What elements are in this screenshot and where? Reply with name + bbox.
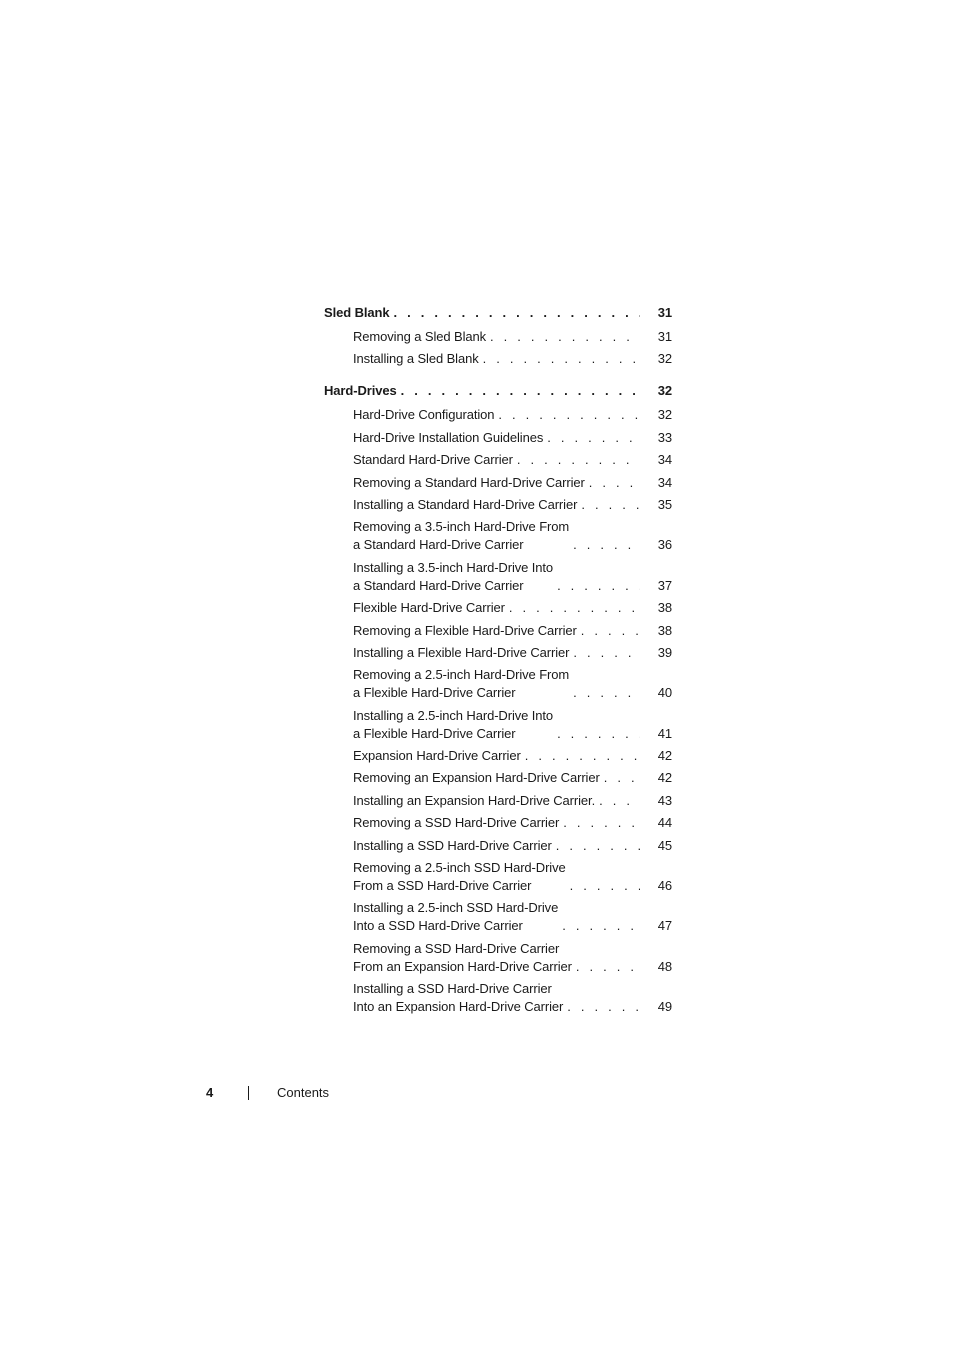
- toc-entry-line: Removing a Flexible Hard-Drive Carrier: [353, 622, 577, 638]
- toc-entry-line: Removing a 3.5-inch Hard-Drive From: [353, 519, 570, 535]
- toc-entry-title: [353, 474, 585, 492]
- toc-entry[interactable]: [324, 769, 672, 787]
- toc-entry-title: [353, 792, 595, 810]
- toc-title-wrap: [324, 304, 650, 322]
- toc-title-wrap: [353, 792, 650, 810]
- toc-entry-line: Removing a Standard Hard-Drive Carrier: [353, 474, 585, 490]
- toc-title-wrap: [353, 496, 650, 514]
- toc-entry-line: Removing a 2.5-inch SSD Hard-Drive: [353, 860, 566, 876]
- toc-entry[interactable]: [324, 451, 672, 469]
- dot-leader: [498, 406, 640, 424]
- footer-separator: [248, 1086, 249, 1100]
- toc-title-wrap: [353, 622, 650, 640]
- table-of-contents: [324, 304, 672, 1030]
- toc-entry[interactable]: [324, 644, 672, 662]
- toc-page-number: 47: [657, 918, 672, 934]
- toc-entry[interactable]: [324, 622, 672, 640]
- toc-entry-title: [353, 837, 552, 855]
- toc-entry-title: [353, 496, 577, 514]
- footer-section-label: Contents: [277, 1085, 330, 1100]
- toc-entry[interactable]: [324, 474, 672, 492]
- page-number: 4: [206, 1085, 214, 1100]
- toc-entry-title: [353, 451, 513, 469]
- toc-page-number: 35: [657, 496, 672, 512]
- toc-entry-line: a Standard Hard-Drive Carrier: [353, 537, 524, 553]
- toc-page-number: 46: [657, 878, 672, 894]
- toc-title-wrap: [353, 980, 650, 1016]
- toc-page-number: 31: [657, 329, 672, 344]
- dot-leader: [570, 877, 640, 895]
- toc-title-wrap: [353, 666, 650, 702]
- toc-title-wrap: [353, 406, 650, 424]
- toc-entry-line: Into a SSD Hard-Drive Carrier: [353, 918, 523, 934]
- toc-entry[interactable]: [324, 496, 672, 514]
- toc-entry-title: [353, 559, 553, 595]
- toc-entry[interactable]: [324, 350, 672, 368]
- toc-title-wrap: [353, 328, 650, 346]
- toc-entry[interactable]: [324, 980, 672, 1016]
- toc-entry-line: From an Expansion Hard-Drive Carrier: [353, 958, 572, 974]
- toc-entry-title: [353, 406, 494, 424]
- toc-page-number: 32: [657, 407, 672, 423]
- toc-title-wrap: [353, 707, 650, 743]
- toc-entry[interactable]: [324, 666, 672, 702]
- toc-section-title: Sled Blank: [324, 305, 390, 320]
- toc-title-wrap: [353, 814, 650, 832]
- toc-entry-line: Installing an Expansion Hard-Drive Carrier.: [353, 792, 596, 808]
- toc-entry-title: [353, 328, 486, 346]
- toc-page-number: 41: [657, 725, 672, 741]
- toc-entry[interactable]: [324, 899, 672, 935]
- toc-entry-line: Removing a 2.5-inch Hard-Drive From: [353, 667, 570, 683]
- toc-entry-title: [353, 599, 505, 617]
- toc-entry-line: Installing a Sled Blank: [353, 351, 479, 367]
- dot-leader: [599, 792, 640, 810]
- toc-entry-line: Standard Hard-Drive Carrier: [353, 452, 513, 468]
- toc-page-number: 34: [657, 474, 672, 490]
- toc-entry[interactable]: [324, 707, 672, 743]
- toc-entry[interactable]: [324, 559, 672, 595]
- toc-title-wrap: [353, 940, 650, 976]
- toc-page-number: 48: [657, 958, 672, 974]
- toc-page-number: 39: [657, 644, 672, 660]
- dot-leader: [581, 496, 640, 514]
- toc-entry[interactable]: [324, 814, 672, 832]
- toc-page-number: 31: [657, 305, 672, 320]
- toc-entry-title: [353, 666, 569, 702]
- toc-entry-title: [353, 769, 600, 787]
- toc-entry-title: [353, 350, 479, 368]
- toc-entry-line: Installing a 3.5-inch Hard-Drive Into: [353, 559, 554, 575]
- toc-title-wrap: [353, 559, 650, 595]
- toc-entry[interactable]: [324, 429, 672, 447]
- dot-leader: [525, 747, 640, 765]
- toc-entry-line: a Standard Hard-Drive Carrier: [353, 577, 524, 593]
- dot-leader: [604, 769, 640, 787]
- dot-leader: [393, 304, 640, 322]
- toc-page-number: 42: [657, 770, 672, 786]
- dot-leader: [401, 382, 640, 400]
- toc-entry-line: a Flexible Hard-Drive Carrier: [353, 725, 516, 741]
- toc-title-wrap: [353, 350, 650, 368]
- dot-leader: [576, 958, 640, 976]
- toc-entry-line: Flexible Hard-Drive Carrier: [353, 600, 505, 616]
- dot-leader: [581, 622, 640, 640]
- toc-entry-line: Installing a Standard Hard-Drive Carrier: [353, 496, 578, 512]
- toc-entry[interactable]: [324, 859, 672, 895]
- dot-leader: [517, 451, 640, 469]
- dot-leader: [573, 536, 640, 554]
- dot-leader: [490, 328, 640, 346]
- toc-entry-line: Removing a SSD Hard-Drive Carrier: [353, 815, 560, 831]
- toc-entry-line: Expansion Hard-Drive Carrier: [353, 748, 521, 764]
- toc-page-number: 40: [657, 685, 672, 701]
- toc-entry-title: [353, 707, 553, 743]
- dot-leader: [509, 599, 640, 617]
- toc-page-number: 45: [657, 837, 672, 853]
- toc-page-number: 33: [657, 429, 672, 445]
- toc-section: [324, 304, 672, 368]
- toc-title-wrap: [353, 747, 650, 765]
- dot-leader: [573, 684, 640, 702]
- dot-leader: [483, 350, 640, 368]
- toc-title-wrap: [353, 599, 650, 617]
- toc-entry[interactable]: [324, 406, 672, 424]
- toc-page-number: 38: [657, 622, 672, 638]
- toc-section: [324, 382, 672, 1016]
- dot-leader: [573, 644, 640, 662]
- toc-entry-line: From a SSD Hard-Drive Carrier: [353, 878, 532, 894]
- toc-page-number: 44: [657, 815, 672, 831]
- toc-page-number: 43: [657, 792, 672, 808]
- toc-title-wrap: [353, 474, 650, 492]
- toc-entry[interactable]: [324, 747, 672, 765]
- dot-leader: [567, 998, 640, 1016]
- toc-entry-line: Installing a SSD Hard-Drive Carrier: [353, 981, 552, 997]
- toc-title-wrap: [353, 429, 650, 447]
- toc-entry[interactable]: [324, 940, 672, 976]
- toc-title-wrap: [353, 451, 650, 469]
- toc-entry-title: [353, 644, 569, 662]
- toc-title-wrap: [353, 899, 650, 935]
- toc-entry[interactable]: [324, 837, 672, 855]
- toc-entry-title: [353, 814, 559, 832]
- toc-entry-line: Into an Expansion Hard-Drive Carrier: [353, 999, 564, 1015]
- toc-entry-line: Installing a Flexible Hard-Drive Carrier: [353, 644, 570, 660]
- toc-title-wrap: [353, 518, 650, 554]
- toc-entry-line: a Flexible Hard-Drive Carrier: [353, 685, 516, 701]
- dot-leader: [562, 917, 640, 935]
- toc-page-number: 42: [657, 748, 672, 764]
- dot-leader: [557, 577, 640, 595]
- toc-entry-line: Hard-Drive Configuration: [353, 407, 495, 423]
- toc-entry-line: Removing an Expansion Hard-Drive Carrier: [353, 770, 600, 786]
- dot-leader: [556, 837, 640, 855]
- toc-page-number: 32: [657, 383, 672, 399]
- dot-leader: [557, 725, 640, 743]
- toc-title-wrap: [353, 859, 650, 895]
- toc-entry-title: [353, 940, 572, 976]
- toc-entry-line: Installing a 2.5-inch Hard-Drive Into: [353, 707, 554, 723]
- toc-entry-line: Installing a 2.5-inch SSD Hard-Drive: [353, 900, 559, 916]
- toc-entry-title: [353, 899, 558, 935]
- toc-entry-title: [353, 518, 569, 554]
- toc-entry-line: Removing a SSD Hard-Drive Carrier: [353, 940, 560, 956]
- toc-entry-title: [353, 429, 543, 447]
- toc-page-number: 37: [657, 577, 672, 593]
- dot-leader: [563, 814, 640, 832]
- toc-entry-title: [353, 622, 577, 640]
- toc-page-number: 34: [657, 452, 672, 468]
- toc-page-number: 32: [657, 351, 672, 367]
- toc-page-number: 36: [657, 537, 672, 553]
- toc-section-title: Hard-Drives: [324, 383, 397, 399]
- toc-title-wrap: [324, 382, 650, 400]
- toc-entry[interactable]: [324, 328, 672, 346]
- toc-entry-line: Removing a Sled Blank: [353, 329, 487, 344]
- dot-leader: [589, 474, 640, 492]
- toc-title-wrap: [353, 837, 650, 855]
- page-footer: [206, 1084, 329, 1102]
- dot-leader: [547, 429, 640, 447]
- toc-title-wrap: [353, 644, 650, 662]
- toc-title-wrap: [353, 769, 650, 787]
- toc-section-heading[interactable]: [324, 304, 672, 322]
- toc-entry[interactable]: [324, 792, 672, 810]
- toc-entry[interactable]: [324, 599, 672, 617]
- toc-entry-title: [353, 980, 563, 1016]
- toc-entry-title: [353, 747, 521, 765]
- toc-section-heading[interactable]: [324, 382, 672, 400]
- toc-entry-line: Hard-Drive Installation Guidelines: [353, 429, 544, 445]
- toc-entry-line: Installing a SSD Hard-Drive Carrier: [353, 837, 552, 853]
- toc-entry[interactable]: [324, 518, 672, 554]
- toc-page-number: 49: [657, 999, 672, 1015]
- toc-entry-title: [353, 859, 566, 895]
- toc-page-number: 38: [657, 600, 672, 616]
